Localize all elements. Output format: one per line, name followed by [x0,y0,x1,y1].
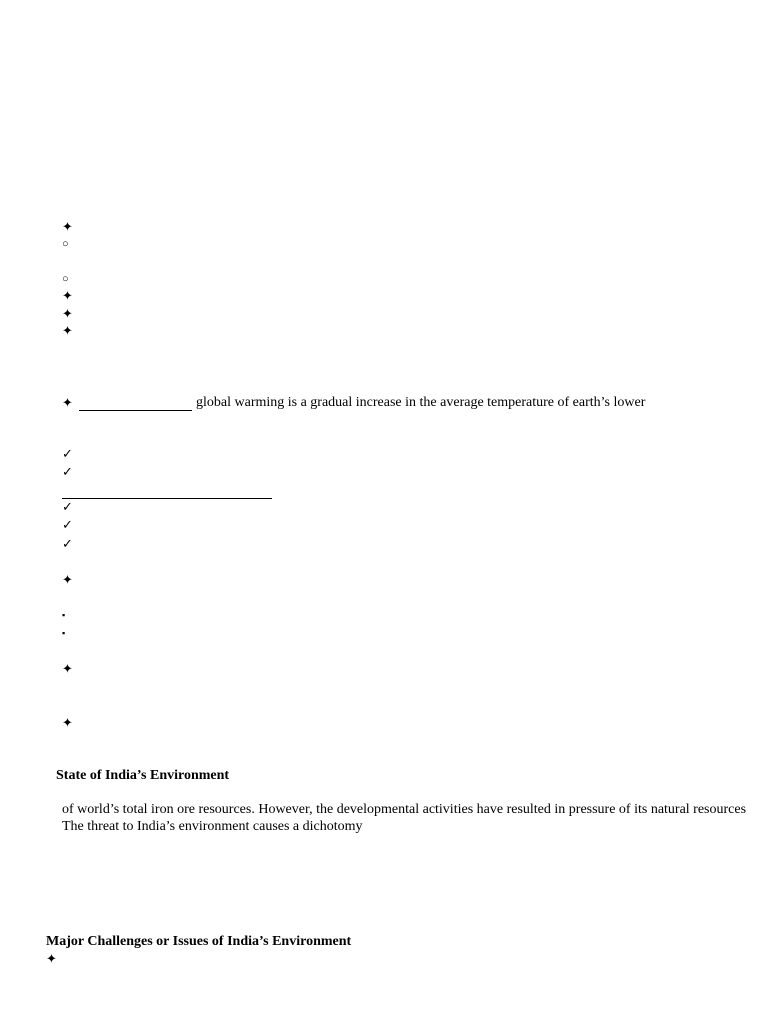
star-bullet-1: ✦ [62,219,73,234]
square-bullet-2: ▪ [62,628,66,638]
check-bullet-4: ✓ [62,517,73,532]
star-bullet-4: ✦ [62,323,73,338]
square-bullet-1: ▪ [62,610,66,620]
check-bullet-2: ✓ [62,464,73,479]
divider-line [62,498,272,499]
star-bullet-5: ✦ [62,395,73,410]
star-bullet-3: ✦ [62,306,73,321]
star-bullet-2: ✦ [62,288,73,303]
star-bullet-9: ✦ [46,951,57,966]
check-bullet-1: ✓ [62,446,73,461]
star-bullet-6: ✦ [62,572,73,587]
state-paragraph-line-2: The threat to India’s environment causes a dichotomy [62,819,363,834]
global-warming-text: global warming is a gradual increase in the average temperature of earth’s lower [196,395,646,410]
star-bullet-8: ✦ [62,715,73,730]
check-bullet-3: ✓ [62,499,73,514]
circle-bullet-1: ○ [62,238,69,250]
circle-bullet-2: ○ [62,273,69,285]
check-bullet-5: ✓ [62,536,73,551]
star-bullet-7: ✦ [62,661,73,676]
fill-in-blank-line [79,410,192,411]
section-heading-state: State of India’s Environment [56,768,230,783]
state-paragraph-line-1: of world’s total iron ore resources. However, the developmental activities have resulted in pressure of its natural resources [62,802,747,817]
section-heading-challenges: Major Challenges or Issues of India’s Environment [46,934,352,949]
